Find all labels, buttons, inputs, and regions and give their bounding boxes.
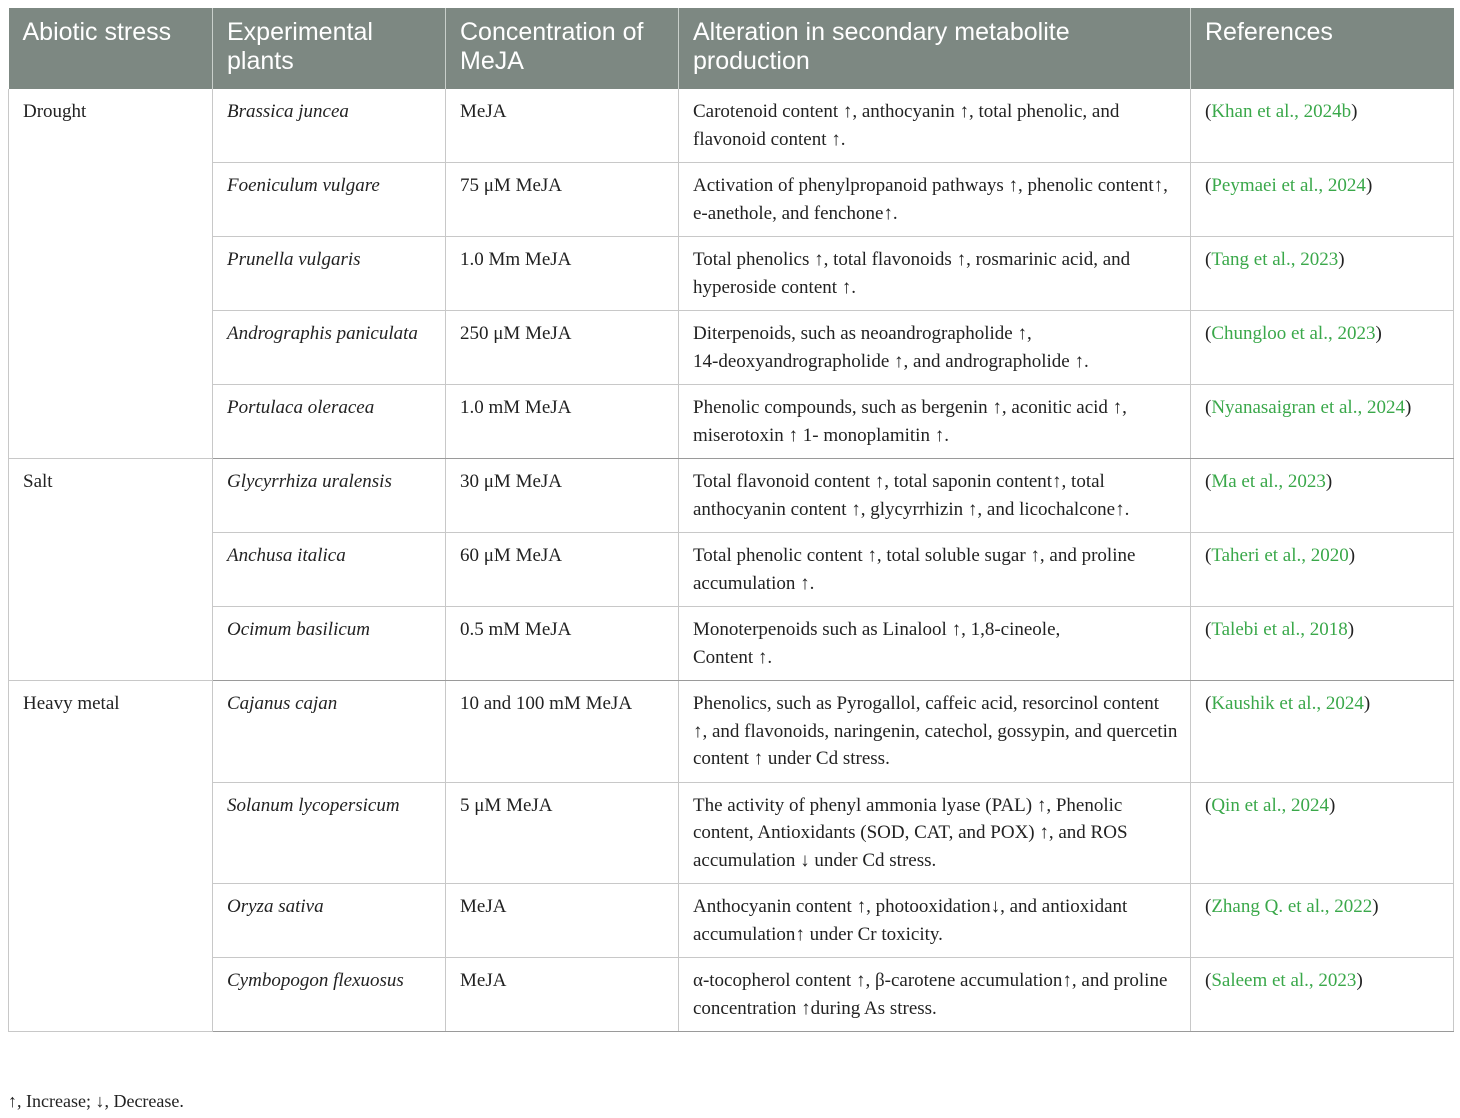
plant-cell: Anchusa italica <box>213 533 446 607</box>
reference-link[interactable]: Nyanasaigran et al., 2024 <box>1211 397 1405 418</box>
alteration-cell: Total phenolics ↑, total flavonoids ↑, rosmarinic acid, and hyperoside content ↑. <box>679 237 1191 311</box>
reference-link[interactable]: Tang et al., 2023 <box>1211 249 1339 270</box>
alteration-cell: α-tocopherol content ↑, β-carotene accumulation↑, and proline concentration ↑during As stress. <box>679 958 1191 1032</box>
metabolite-table <box>8 8 1454 1032</box>
reference-link[interactable]: Saleem et al., 2023 <box>1211 970 1357 991</box>
table-row <box>9 533 1454 607</box>
concentration-cell: 5 μM MeJA <box>446 782 679 884</box>
alteration-cell: Carotenoid content ↑, anthocyanin ↑, total phenolic, and flavonoid content ↑. <box>679 89 1191 163</box>
reference-cell <box>1191 958 1454 1032</box>
reference-close-paren: ) <box>1325 471 1333 492</box>
header-alteration: Alteration in secondary metabolite production <box>679 8 1191 89</box>
reference-cell <box>1191 163 1454 237</box>
reference-link[interactable]: Peymaei et al., 2024 <box>1211 175 1366 196</box>
reference-open-paren: ( <box>1205 323 1212 344</box>
reference-open-paren: ( <box>1205 397 1212 418</box>
reference-link[interactable]: Zhang Q. et al., 2022 <box>1211 896 1373 917</box>
concentration-cell: MeJA <box>446 958 679 1032</box>
alteration-cell: Anthocyanin content ↑, photooxidation↓, and antioxidant accumulation↑ under Cr toxicity. <box>679 884 1191 958</box>
reference-open-paren: ( <box>1205 619 1212 640</box>
concentration-cell: 1.0 mM MeJA <box>446 385 679 459</box>
reference-cell <box>1191 237 1454 311</box>
header-references: References <box>1191 8 1454 89</box>
reference-close-paren: ) <box>1338 249 1345 270</box>
concentration-cell: 1.0 Mm MeJA <box>446 237 679 311</box>
header-experimental-plants: Experimental plants <box>213 8 446 89</box>
reference-open-paren: ( <box>1205 896 1212 917</box>
table-body <box>9 89 1454 1032</box>
reference-open-paren: ( <box>1205 970 1212 991</box>
reference-close-paren: ) <box>1348 545 1356 566</box>
reference-link[interactable]: Taheri et al., 2020 <box>1211 545 1349 566</box>
reference-link[interactable]: Chungloo et al., 2023 <box>1211 323 1376 344</box>
reference-close-paren: ) <box>1351 101 1358 122</box>
table-row <box>9 163 1454 237</box>
reference-cell <box>1191 782 1454 884</box>
alteration-cell: The activity of phenyl ammonia lyase (PAL) ↑, Phenolic content, Antioxidants (SOD, CAT, and POX) ↑, and ROS accumulation ↓ under Cd stress. <box>679 782 1191 884</box>
reference-close-paren: ) <box>1404 397 1412 418</box>
reference-cell <box>1191 89 1454 163</box>
reference-link[interactable]: Khan et al., 2024b <box>1211 101 1352 122</box>
plant-cell: Cajanus cajan <box>213 681 446 783</box>
table-row <box>9 607 1454 681</box>
table-row <box>9 385 1454 459</box>
reference-open-paren: ( <box>1205 545 1212 566</box>
plant-cell: Foeniculum vulgare <box>213 163 446 237</box>
reference-cell <box>1191 681 1454 783</box>
table-row <box>9 311 1454 385</box>
reference-link[interactable]: Talebi et al., 2018 <box>1211 619 1348 640</box>
plant-cell: Portulaca oleracea <box>213 385 446 459</box>
table-footnote: ↑, Increase; ↓, Decrease. <box>8 1091 184 1111</box>
table-row <box>9 681 1454 783</box>
alteration-cell: Total flavonoid content ↑, total saponin content↑, total anthocyanin content ↑, glycyrrhizin ↑, and licochalcone↑. <box>679 459 1191 533</box>
reference-cell <box>1191 533 1454 607</box>
reference-cell <box>1191 884 1454 958</box>
concentration-cell: 250 μM MeJA <box>446 311 679 385</box>
table-row <box>9 884 1454 958</box>
concentration-cell: 75 μM MeJA <box>446 163 679 237</box>
reference-close-paren: ) <box>1375 323 1382 344</box>
plant-cell: Glycyrrhiza uralensis <box>213 459 446 533</box>
reference-close-paren: ) <box>1347 619 1355 640</box>
concentration-cell: 30 μM MeJA <box>446 459 679 533</box>
concentration-cell: 10 and 100 mM MeJA <box>446 681 679 783</box>
concentration-cell: 0.5 mM MeJA <box>446 607 679 681</box>
reference-cell <box>1191 311 1454 385</box>
stress-cell: Salt <box>9 459 213 681</box>
reference-open-paren: ( <box>1205 471 1212 492</box>
concentration-cell: 60 μM MeJA <box>446 533 679 607</box>
alteration-cell: Phenolic compounds, such as bergenin ↑, aconitic acid ↑, miserotoxin ↑ 1- monoplamitin ↑. <box>679 385 1191 459</box>
reference-open-paren: ( <box>1205 101 1212 122</box>
table-row <box>9 89 1454 163</box>
reference-close-paren: ) <box>1365 175 1373 196</box>
reference-cell <box>1191 607 1454 681</box>
alteration-cell: Diterpenoids, such as neoandrographolide ↑, 14-deoxyandrographolide ↑, and andrographolide ↑. <box>679 311 1191 385</box>
alteration-cell: Activation of phenylpropanoid pathways ↑, phenolic content↑, e-anethole, and fenchone↑. <box>679 163 1191 237</box>
header-concentration: Concentration of MeJA <box>446 8 679 89</box>
alteration-cell: Phenolics, such as Pyrogallol, caffeic acid, resorcinol content ↑, and flavonoids, naringenin, catechol, gossypin, and quercetin content ↑ under Cd stress. <box>679 681 1191 783</box>
stress-cell: Heavy metal <box>9 681 213 1032</box>
table-row <box>9 459 1454 533</box>
concentration-cell: MeJA <box>446 89 679 163</box>
table-row <box>9 958 1454 1032</box>
reference-open-paren: ( <box>1205 794 1212 816</box>
reference-link[interactable]: Ma et al., 2023 <box>1211 471 1326 492</box>
header-row <box>9 8 1454 89</box>
plant-cell: Andrographis paniculata <box>213 311 446 385</box>
plant-cell: Brassica juncea <box>213 89 446 163</box>
plant-cell: Cymbopogon flexuosus <box>213 958 446 1032</box>
reference-cell <box>1191 459 1454 533</box>
reference-link[interactable]: Qin et al., 2024 <box>1211 794 1330 816</box>
alteration-cell: Total phenolic content ↑, total soluble sugar ↑, and proline accumulation ↑. <box>679 533 1191 607</box>
reference-link[interactable]: Kaushik et al., 2024 <box>1211 693 1364 714</box>
plant-cell: Oryza sativa <box>213 884 446 958</box>
table-row <box>9 237 1454 311</box>
plant-cell: Prunella vulgaris <box>213 237 446 311</box>
plant-cell: Solanum lycopersicum <box>213 782 446 884</box>
reference-open-paren: ( <box>1205 175 1212 196</box>
alteration-cell: Monoterpenoids such as Linalool ↑, 1,8-cineole, Content ↑. <box>679 607 1191 681</box>
reference-open-paren: ( <box>1205 693 1212 714</box>
plant-cell: Ocimum basilicum <box>213 607 446 681</box>
header-abiotic-stress: Abiotic stress <box>9 8 213 89</box>
concentration-cell: MeJA <box>446 884 679 958</box>
reference-open-paren: ( <box>1205 249 1212 270</box>
reference-cell <box>1191 385 1454 459</box>
table-row <box>9 782 1454 884</box>
reference-close-paren: ) <box>1356 970 1363 991</box>
reference-close-paren: ) <box>1363 693 1371 714</box>
stress-cell: Drought <box>9 89 213 459</box>
reference-close-paren: ) <box>1329 794 1336 816</box>
reference-close-paren: ) <box>1372 896 1379 917</box>
metabolite-table-container <box>8 8 1453 1032</box>
